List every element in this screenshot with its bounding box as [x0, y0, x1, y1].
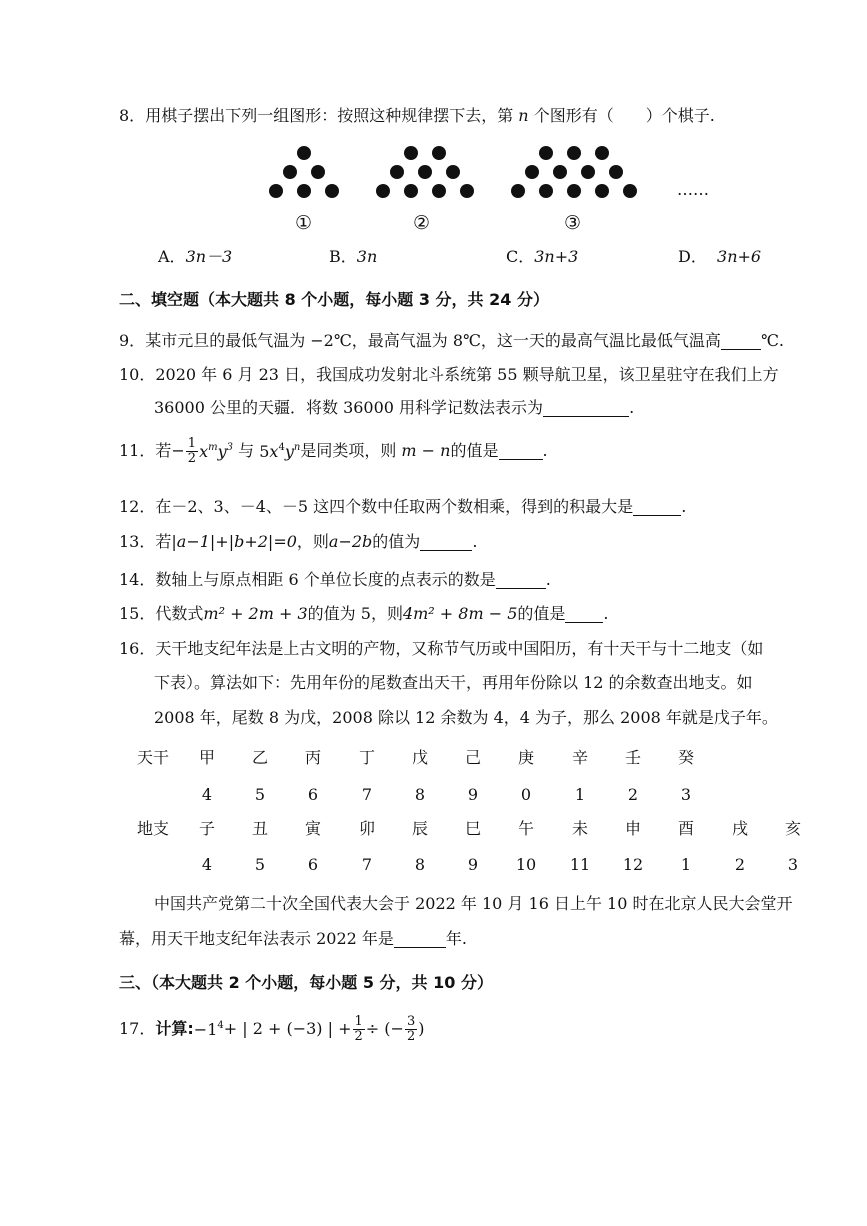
chess-piece: [539, 146, 553, 160]
dizhi-number-cell: 7: [361, 855, 373, 874]
tiangan-number-cell: 0: [520, 785, 532, 804]
variable-n: n: [518, 106, 529, 125]
ellipsis: ……: [677, 180, 709, 199]
question-number: 8．: [119, 106, 146, 125]
answer-blank[interactable]: [420, 534, 472, 551]
chess-piece: [418, 165, 432, 179]
dizhi-cell: 寅: [304, 819, 321, 838]
question-17: 17．计算$:-1^4+$ | 2 + (−3) | + $\frac{1}{2}$ ÷ (− $\frac{3}{2}$ ): [119, 1014, 425, 1044]
dizhi-cell: 巳: [464, 819, 481, 838]
chess-piece: [311, 165, 325, 179]
option-c[interactable]: C．3n+3: [506, 247, 579, 266]
tiangan-cell: 辛: [571, 748, 588, 767]
tiangan-cell: 壬: [624, 748, 641, 767]
question-16-line-1: 16．天干地支纪年法是上古文明的产物，又称节气历或中国阳历，有十天干与十二地支（如: [119, 639, 764, 658]
chess-piece: [595, 146, 609, 160]
chess-piece: [432, 146, 446, 160]
answer-blank[interactable]: [394, 931, 446, 948]
question-11: 11．若− $\frac{1}{2}$ $x^my^3$ 与 $5x^4y^n$是同类项，则 m − n的值是 .: [119, 436, 548, 466]
chess-piece: [511, 184, 525, 198]
question-16-paragraph-2: 幕，用天干地支纪年法表示 2022 年是 年.: [119, 929, 467, 948]
question-15: 15．代数式m² + 2m + 3的值为 5，则4m² + 8m − 5的值是 .: [119, 604, 609, 623]
question-16-line-2: 下表）。算法如下：先用年份的尾数查出天干，再用年份除以 12 的余数查出地支。如: [154, 673, 753, 692]
dizhi-cell: 酉: [677, 819, 694, 838]
tiangan-cell: 己: [464, 748, 481, 767]
tiangan-cell: 癸: [677, 748, 694, 767]
dizhi-cell: 丑: [251, 819, 268, 838]
tiangan-number-cell: 8: [414, 785, 426, 804]
chess-piece: [325, 184, 339, 198]
dizhi-number-cell: 6: [307, 855, 319, 874]
figure-label-1: ①: [295, 212, 313, 234]
dizhi-cell: 辰: [411, 819, 428, 838]
chess-piece: [269, 184, 283, 198]
chess-piece: [609, 165, 623, 179]
chess-piece: [390, 165, 404, 179]
option-d[interactable]: D． 3n+6: [678, 247, 762, 266]
chess-piece: [446, 165, 460, 179]
chess-piece: [283, 165, 297, 179]
section-2-title: 二、填空题（本大题共 8 个小题，每小题 3 分，共 24 分）: [119, 290, 549, 309]
option-b[interactable]: B．3n: [329, 247, 378, 266]
tiangan-number-cell: 1: [574, 785, 586, 804]
dizhi-number-cell: 1: [680, 855, 692, 874]
answer-blank[interactable]: [633, 499, 681, 516]
question-16-paragraph-1: 中国共产党第二十次全国代表大会于 2022 年 10 月 16 日上午 10 时在北京人民大会堂开: [154, 894, 793, 913]
tiangan-label: 天干: [137, 748, 170, 767]
dizhi-number-cell: 8: [414, 855, 426, 874]
chess-piece: [376, 184, 390, 198]
chess-piece: [297, 146, 311, 160]
chess-piece: [595, 184, 609, 198]
dizhi-cell: 子: [198, 819, 215, 838]
question-14: 14．数轴上与原点相距 6 个单位长度的点表示的数是 .: [119, 570, 551, 589]
chess-piece: [581, 165, 595, 179]
dizhi-number-cell: 4: [201, 855, 213, 874]
chess-piece: [460, 184, 474, 198]
tiangan-number-cell: 3: [680, 785, 692, 804]
question-16-line-3: 2008 年，尾数 8 为戊，2008 除以 12 余数为 4，4 为子，那么 2008 年就是戊子年。: [154, 708, 778, 727]
tiangan-number-cell: 4: [201, 785, 213, 804]
tiangan-cell: 丁: [358, 748, 375, 767]
answer-blank[interactable]: [721, 333, 761, 350]
dizhi-number-cell: 5: [254, 855, 266, 874]
tiangan-number-cell: 7: [361, 785, 373, 804]
question-10-line-2: 36000 公里的天疆．将数 36000 用科学记数法表示为 .: [154, 398, 635, 417]
answer-blank[interactable]: [496, 572, 546, 589]
tiangan-number-cell: 6: [307, 785, 319, 804]
tiangan-number-cell: 2: [627, 785, 639, 804]
chess-piece: [525, 165, 539, 179]
option-a[interactable]: A．3n－3: [158, 247, 233, 266]
question-text: 个图形有（ ）个棋子.: [533, 106, 715, 125]
dizhi-cell: 午: [517, 819, 534, 838]
question-10-line-1: 10．2020 年 6 月 23 日，我国成功发射北斗系统第 55 颗导航卫星，该卫星驻守在我们上方: [119, 365, 779, 384]
dizhi-label: 地支: [137, 819, 170, 838]
tiangan-cell: 甲: [198, 748, 215, 767]
chess-piece: [567, 184, 581, 198]
question-text: 用棋子摆出下列一组图形：按照这种规律摆下去，第: [145, 106, 514, 125]
question-9: 9．某市元旦的最低气温为 −2℃，最高气温为 8℃，这一天的最高气温比最低气温高 ℃.: [119, 331, 784, 350]
tiangan-cell: 丙: [304, 748, 321, 767]
chess-piece: [404, 146, 418, 160]
dizhi-number-cell: 9: [467, 855, 479, 874]
chess-piece: [623, 184, 637, 198]
tiangan-number-cell: 9: [467, 785, 479, 804]
question-8: [119, 108, 715, 124]
dizhi-number-cell: 2: [734, 855, 746, 874]
answer-blank[interactable]: [543, 400, 629, 417]
tiangan-number-cell: 5: [254, 785, 266, 804]
dizhi-cell: 申: [624, 819, 641, 838]
chess-piece: [297, 184, 311, 198]
dizhi-number-cell: 10: [515, 855, 537, 874]
dizhi-cell: 亥: [784, 819, 801, 838]
answer-blank[interactable]: [499, 443, 543, 460]
chess-piece: [539, 184, 553, 198]
chess-piece: [567, 146, 581, 160]
dizhi-number-cell: 11: [569, 855, 591, 874]
chess-piece: [553, 165, 567, 179]
tiangan-cell: 戊: [411, 748, 428, 767]
answer-blank[interactable]: [565, 606, 603, 623]
figure-label-3: ③: [564, 212, 582, 234]
dizhi-number-cell: 12: [622, 855, 644, 874]
tiangan-cell: 庚: [517, 748, 534, 767]
question-13: 13．若|a−1|+|b+2|=0，则a−2b的值为 .: [119, 532, 478, 551]
tiangan-cell: 乙: [251, 748, 268, 767]
dizhi-number-cell: 3: [787, 855, 799, 874]
question-12: 12．在－2、3、－4、－5 这四个数中任取两个数相乘，得到的积最大是 .: [119, 497, 687, 516]
chess-piece: [432, 184, 446, 198]
section-3-title: 三、（本大题共 2 个小题，每小题 5 分，共 10 分）: [119, 973, 493, 992]
dizhi-cell: 未: [571, 819, 588, 838]
chess-piece: [404, 184, 418, 198]
dizhi-cell: 卯: [358, 819, 375, 838]
dizhi-cell: 戌: [731, 819, 748, 838]
figure-label-2: ②: [413, 212, 431, 234]
